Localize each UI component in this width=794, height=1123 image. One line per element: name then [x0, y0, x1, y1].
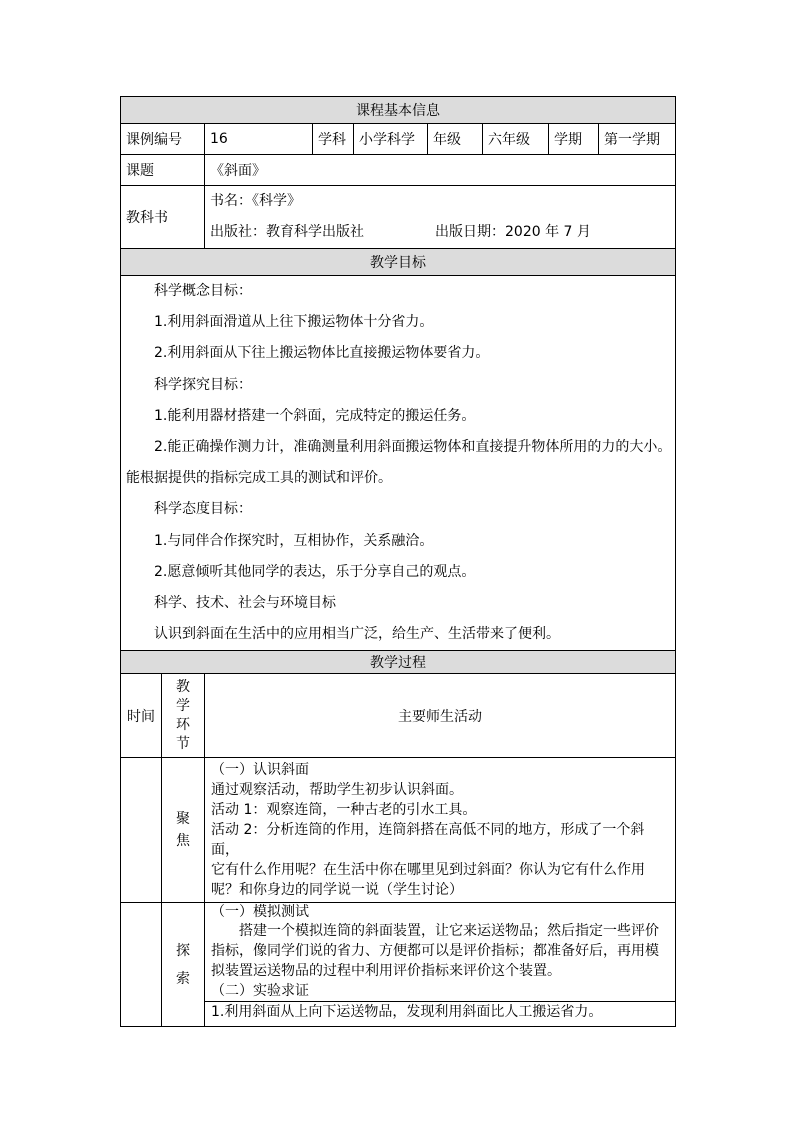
activity-line: 拟装置运送物品的过程中利用评价指标来评价这个装置。: [211, 963, 561, 980]
activity-line: 指标，像同学们说的省力、方便都可以是评价指标；都准备好后，再用模: [211, 943, 659, 960]
goal-line: 1.利用斜面滑道从上往下搬运物体十分省力。: [154, 314, 434, 331]
activity-line: 1.利用斜面从上向下运送物品，发现利用斜面比人工搬运省力。: [205, 1001, 675, 1022]
goal-line: 2.愿意倾听其他同学的表达，乐于分享自己的观点。: [154, 563, 476, 580]
activity-column-header: 主要师生活动: [205, 674, 676, 758]
topic-value: 《斜面》: [205, 155, 676, 186]
publication-date: 出版日期：2020 年 7 月: [435, 224, 591, 240]
focus-activities: [205, 758, 676, 903]
stage-char: 探: [176, 942, 190, 959]
goals-header: 教学目标: [121, 249, 676, 276]
activity-line: 活动 1：观察连筒，一种古老的引水工具。: [211, 802, 477, 819]
stage-char: 索: [176, 970, 190, 987]
time-column-header: 时间: [121, 674, 162, 758]
term-label: 学期: [549, 124, 599, 155]
goal-line: 1.与同伴合作探究时，互相协作，关系融洽。: [154, 532, 434, 549]
explore-stage: [162, 903, 205, 1027]
book-name: 书名：《科学》: [210, 193, 301, 209]
grade-value: 六年级: [483, 124, 549, 155]
goals-content: [121, 276, 676, 651]
focus-time-cell: [121, 758, 162, 903]
subject-value: 小学科学: [354, 124, 428, 155]
lesson-plan-table: [120, 96, 676, 1027]
goal-line: 科学态度目标：: [154, 501, 252, 518]
stage-char: 节: [176, 735, 190, 752]
goal-line: 科学探究目标：: [154, 376, 252, 393]
activity-line: 呢？和你身边的同学说一说（学生讨论）: [211, 882, 463, 899]
activity-line: 通过观察活动，帮助学生初步认识斜面。: [211, 782, 463, 799]
publisher-line: [210, 217, 670, 248]
activity-line: 搭建一个模拟连筒的斜面装置，让它来运送物品；然后指定一些评价: [239, 923, 659, 940]
goal-line: 2.能正确操作测力计，准确测量利用斜面搬运物体和直接提升物体所用的力的大小。: [154, 438, 672, 455]
process-header: 教学过程: [121, 651, 676, 674]
textbook-label: 教科书: [121, 186, 205, 249]
term-value: 第一学期: [599, 124, 676, 155]
basic-info-header: 课程基本信息: [121, 97, 676, 124]
activity-line: 活动 2：分析连筒的作用，连筒斜搭在高低不同的地方，形成了一个斜面，: [211, 822, 645, 859]
grade-label: 年级: [428, 124, 483, 155]
goal-line: 认识到斜面在生活中的应用相当广泛，给生产、生活带来了便利。: [154, 626, 560, 643]
case-no-value: 16: [205, 124, 313, 155]
stage-char: 环: [176, 716, 190, 733]
activity-line: （二）实验求证: [211, 983, 309, 1000]
subject-label: 学科: [313, 124, 354, 155]
stage-char: 教: [176, 678, 190, 695]
activity-line: 它有什么作用呢？在生活中你在哪里见到过斜面？你认为它有什么作用: [211, 862, 645, 879]
goal-line: 科学概念目标：: [154, 283, 252, 299]
stage-char: 焦: [176, 833, 190, 850]
topic-label: 课题: [121, 155, 205, 186]
activity-line: （一）认识斜面: [211, 762, 309, 779]
textbook-info: [205, 186, 676, 249]
stage-char: 聚: [176, 811, 190, 828]
publisher: 出版社：教育科学出版社: [210, 224, 364, 240]
goal-line: 2.利用斜面从下往上搬运物体比直接搬运物体要省力。: [154, 345, 490, 362]
focus-stage: [162, 758, 205, 903]
stage-char: 学: [176, 697, 190, 714]
explore-time-cell: [121, 903, 162, 1027]
goal-line: 能根据提供的指标完成工具的测试和评价。: [126, 470, 392, 487]
stage-column-header: [162, 674, 205, 758]
goal-line: 1.能利用器材搭建一个斜面，完成特定的搬运任务。: [154, 407, 476, 424]
activity-line: （一）模拟测试: [211, 904, 309, 921]
case-no-label: 课例编号: [121, 124, 205, 155]
goal-line: 科学、技术、社会与环境目标: [154, 594, 336, 611]
explore-activities: [205, 903, 676, 1027]
